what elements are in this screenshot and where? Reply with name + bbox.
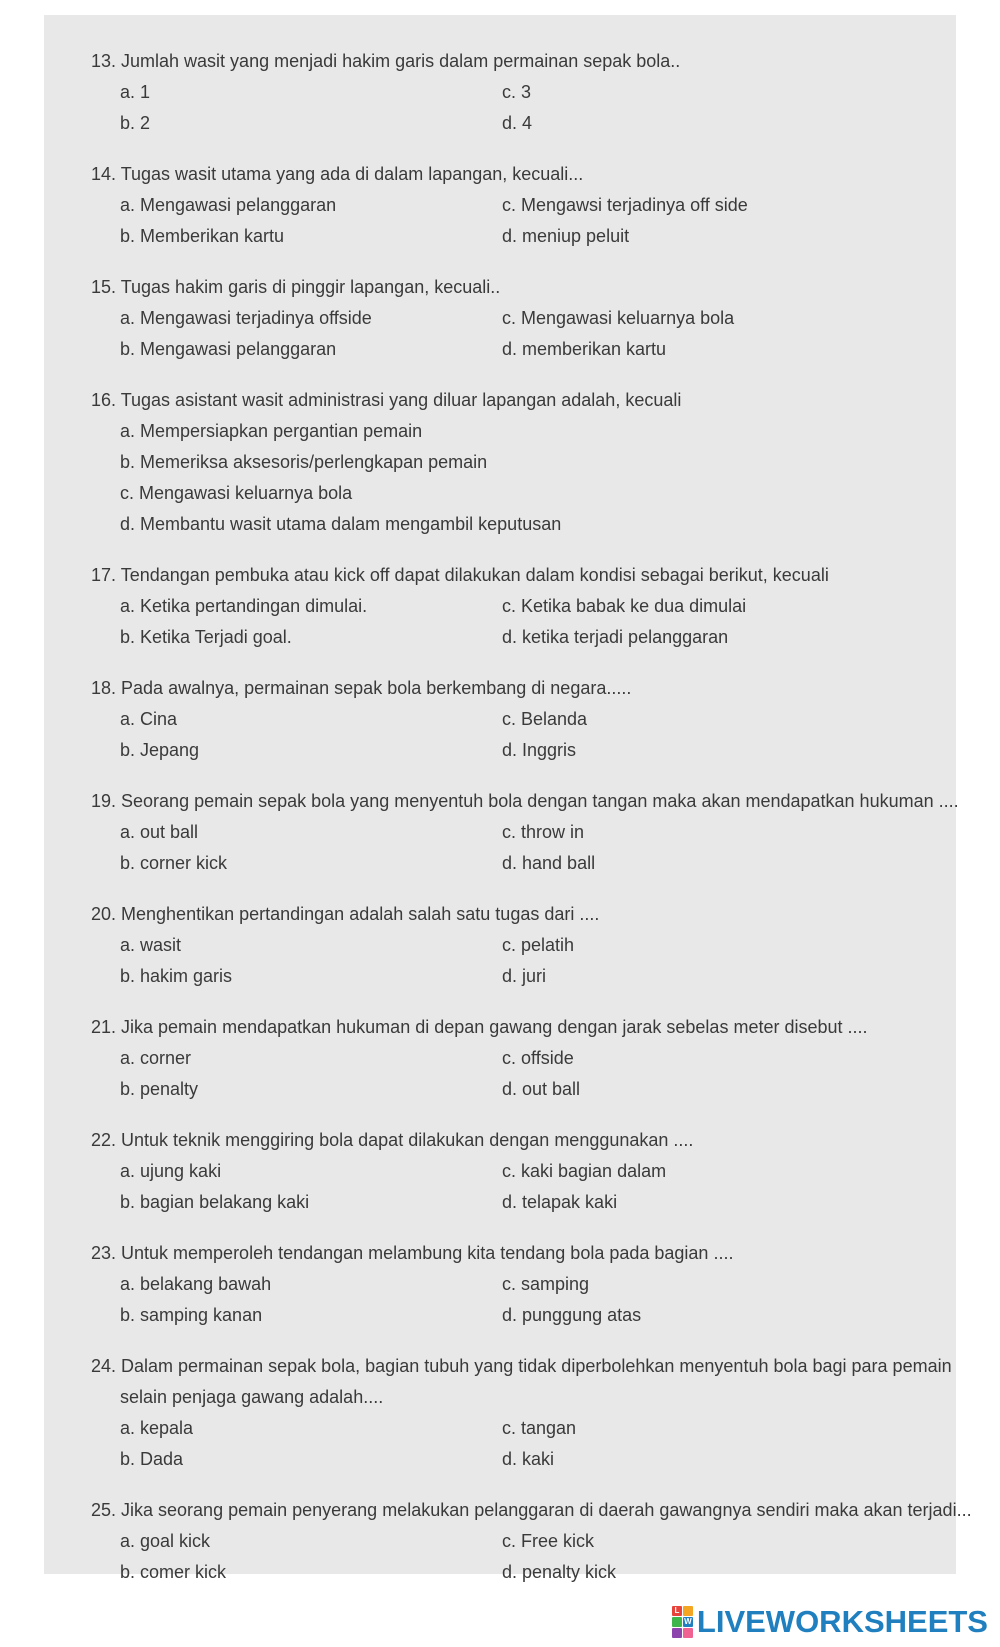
q18-option-b: b. Jepang <box>120 740 200 760</box>
question-17-text: 17. Tendangan pembuka atau kick off dapat dilakukan dalam kondisi sebagai berikut, kecuali <box>91 565 829 585</box>
q13-option-d: d. 4 <box>502 113 533 133</box>
q17-option-c: c. Ketika babak ke dua dimulai <box>502 596 747 616</box>
q18-option-c: c. Belanda <box>502 709 588 729</box>
q17-option-b: b. Ketika Terjadi goal. <box>120 627 292 647</box>
q17-option-d: d. ketika terjadi pelanggaran <box>502 627 729 647</box>
q23-option-a: a. belakang bawah <box>120 1274 272 1294</box>
q24-option-b: b. Dada <box>120 1449 184 1469</box>
logo-tile: L <box>672 1606 682 1616</box>
logo-tile <box>672 1628 682 1638</box>
q15-option-d: d. memberikan kartu <box>502 339 667 359</box>
question-23-text: 23. Untuk memperoleh tendangan melambung kita tendang bola pada bagian .... <box>91 1243 734 1263</box>
q25-option-b: b. comer kick <box>120 1562 227 1582</box>
q13-option-b: b. 2 <box>120 113 151 133</box>
q14-option-a: a. Mengawasi pelanggaran <box>120 195 337 215</box>
q18-option-a: a. Cina <box>120 709 178 729</box>
q25-option-a: a. goal kick <box>120 1531 211 1551</box>
question-13-text: 13. Jumlah wasit yang menjadi hakim garis dalam permainan sepak bola.. <box>91 51 681 71</box>
q13-option-a: a. 1 <box>120 82 151 102</box>
question-19-text: 19. Seorang pemain sepak bola yang menyentuh bola dengan tangan maka akan mendapatkan hukuman .... <box>91 791 959 811</box>
q16-option-b: b. Memeriksa aksesoris/perlengkapan pemain <box>120 452 488 472</box>
q21-option-d: d. out ball <box>502 1079 581 1099</box>
q20-option-a: a. wasit <box>120 935 182 955</box>
q15-option-b: b. Mengawasi pelanggaran <box>120 339 337 359</box>
q18-option-d: d. Inggris <box>502 740 577 760</box>
q20-option-d: d. juri <box>502 966 547 986</box>
liveworksheets-logo <box>672 1604 988 1640</box>
q22-option-a: a. ujung kaki <box>120 1161 222 1181</box>
q19-option-b: b. corner kick <box>120 853 228 873</box>
q19-option-d: d. hand ball <box>502 853 596 873</box>
q16-option-c: c. Mengawasi keluarnya bola <box>120 483 353 503</box>
question-25-text: 25. Jika seorang pemain penyerang melakukan pelanggaran di daerah gawangnya sendiri maka akan terjadi... <box>91 1500 972 1520</box>
q22-option-d: d. telapak kaki <box>502 1192 618 1212</box>
q21-option-c: c. offside <box>502 1048 574 1068</box>
logo-tile: W <box>684 1617 692 1626</box>
q15-option-a: a. Mengawasi terjadinya offside <box>120 308 372 328</box>
q21-option-a: a. corner <box>120 1048 192 1068</box>
q23-option-c: c. samping <box>502 1274 590 1294</box>
q14-option-b: b. Memberikan kartu <box>120 226 285 246</box>
logo-tile <box>672 1617 682 1627</box>
question-24-text: 24. Dalam permainan sepak bola, bagian tubuh yang tidak diperbolehkan menyentuh bola bagi para pemain <box>91 1356 952 1376</box>
q15-option-c: c. Mengawasi keluarnya bola <box>502 308 735 328</box>
q16-option-a: a. Mempersiapkan pergantian pemain <box>120 421 423 441</box>
q23-option-d: d. punggung atas <box>502 1305 642 1325</box>
q25-option-c: c. Free kick <box>502 1531 595 1551</box>
question-18-text: 18. Pada awalnya, permainan sepak bola berkembang di negara..... <box>91 678 632 698</box>
question-16-text: 16. Tugas asistant wasit administrasi yang diluar lapangan adalah, kecuali <box>91 390 682 410</box>
liveworksheets-mark-icon <box>672 1606 693 1638</box>
q23-option-b: b. samping kanan <box>120 1305 263 1325</box>
q19-option-a: a. out ball <box>120 822 199 842</box>
question-21-text: 21. Jika pemain mendapatkan hukuman di depan gawang dengan jarak sebelas meter disebut .... <box>91 1017 868 1037</box>
logo-tile <box>683 1606 693 1616</box>
question-22-text: 22. Untuk teknik menggiring bola dapat dilakukan dengan menggunakan .... <box>91 1130 694 1150</box>
q19-option-c: c. throw in <box>502 822 585 842</box>
q22-option-b: b. bagian belakang kaki <box>120 1192 310 1212</box>
question-15-text: 15. Tugas hakim garis di pinggir lapangan, kecuali.. <box>91 277 501 297</box>
q13-option-c: c. 3 <box>502 82 532 102</box>
logo-text: LIVEWORKSHEETS <box>696 1604 988 1639</box>
q16-option-d: d. Membantu wasit utama dalam mengambil keputusan <box>120 514 562 534</box>
q22-option-c: c. kaki bagian dalam <box>502 1161 667 1181</box>
q24-option-d: d. kaki <box>502 1449 555 1469</box>
q24-option-c: c. tangan <box>502 1418 577 1438</box>
q20-option-b: b. hakim garis <box>120 966 233 986</box>
q17-option-a: a. Ketika pertandingan dimulai. <box>120 596 368 616</box>
q24-option-a: a. kepala <box>120 1418 194 1438</box>
question-24-text-continued: selain penjaga gawang adalah.... <box>120 1387 384 1407</box>
question-20-text: 20. Menghentikan pertandingan adalah salah satu tugas dari .... <box>91 904 600 924</box>
q21-option-b: b. penalty <box>120 1079 199 1099</box>
q14-option-d: d. meniup peluit <box>502 226 630 246</box>
q25-option-d: d. penalty kick <box>502 1562 617 1582</box>
worksheet-panel <box>44 15 972 1582</box>
logo-tile <box>683 1628 693 1638</box>
q20-option-c: c. pelatih <box>502 935 575 955</box>
q14-option-c: c. Mengawsi terjadinya off side <box>502 195 748 215</box>
question-14-text: 14. Tugas wasit utama yang ada di dalam lapangan, kecuali... <box>91 164 584 184</box>
